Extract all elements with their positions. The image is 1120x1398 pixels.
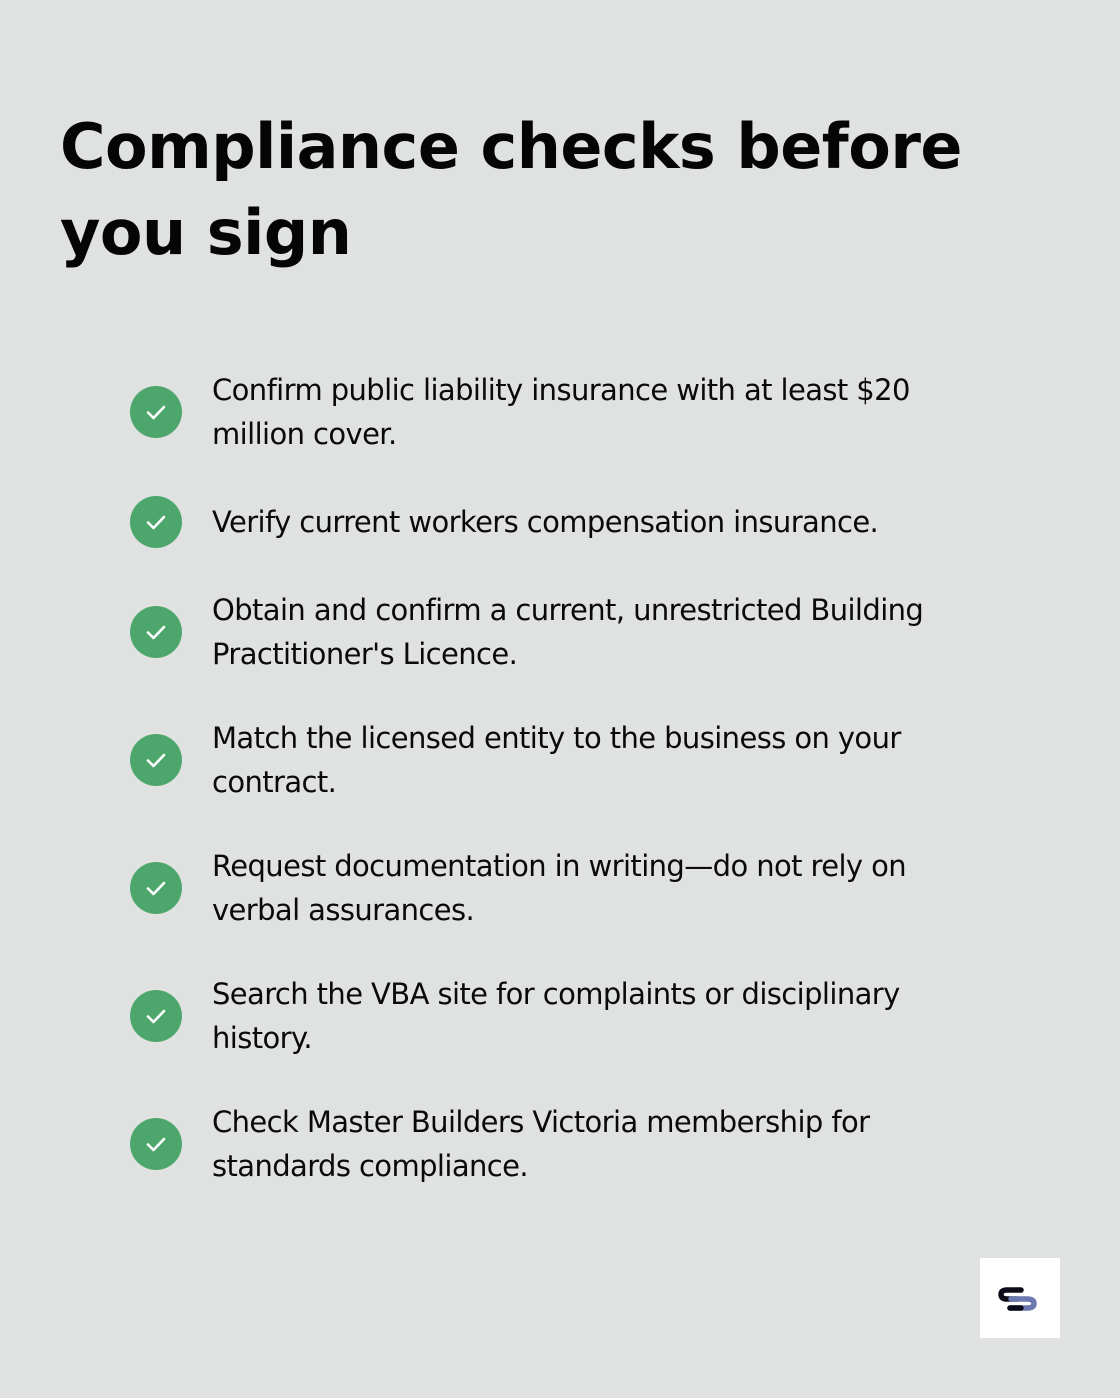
list-item-text: Check Master Builders Victoria membership for standards compliance. xyxy=(212,1105,870,1183)
checkmark-icon xyxy=(130,386,182,438)
list-item-text: Request documentation in writing—do not rely on verbal assurances. xyxy=(212,849,907,927)
list-item-text: Confirm public liability insurance with at least $20 million cover. xyxy=(212,373,910,451)
list-item-text: Verify current workers compensation insurance. xyxy=(212,505,879,539)
brand-logo-icon xyxy=(980,1258,1060,1338)
checkmark-icon xyxy=(130,1118,182,1170)
list-item-text: Obtain and confirm a current, unrestricted Building Practitioner's Licence. xyxy=(212,593,924,671)
checkmark-icon xyxy=(130,734,182,786)
checkmark-icon xyxy=(130,862,182,914)
checkmark-icon xyxy=(130,496,182,548)
list-item-text: Match the licensed entity to the business on your contract. xyxy=(212,721,901,799)
page-title: Compliance checks before you sign xyxy=(60,110,962,269)
list-item-text: Search the VBA site for complaints or disciplinary history. xyxy=(212,977,900,1055)
checkmark-icon xyxy=(130,606,182,658)
brand-logo xyxy=(980,1258,1060,1338)
checkmark-icon xyxy=(130,990,182,1042)
